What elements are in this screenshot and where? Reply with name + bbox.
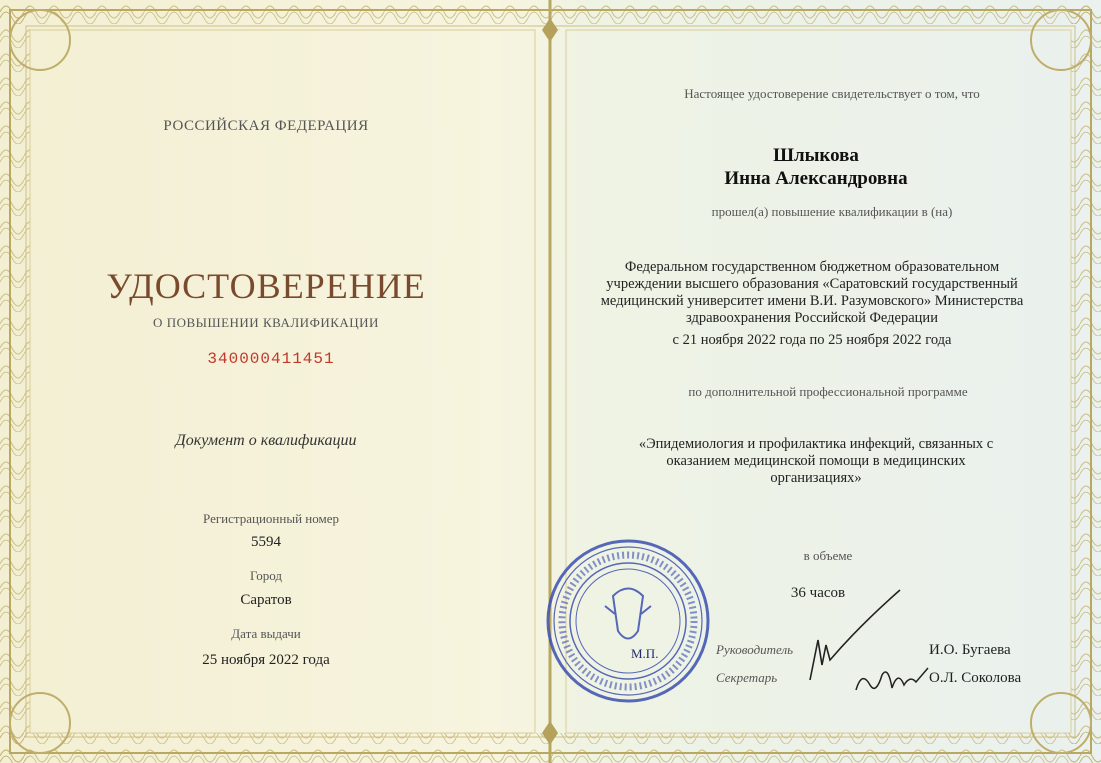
head-label: Руководитель: [716, 642, 794, 657]
country-name: РОССИЙСКАЯ ФЕДЕРАЦИЯ: [163, 118, 369, 134]
registration-label: Регистрационный номер: [203, 511, 339, 526]
program-line: организациях»: [770, 470, 862, 486]
document-type: Документ о квалификации: [175, 432, 357, 449]
volume-label: в объеме: [803, 548, 853, 563]
institution-line: учреждении высшего образования «Саратовский государственный: [606, 276, 1018, 292]
institution-line: Федеральном государственном бюджетном образовательном: [624, 259, 1000, 275]
institution-line: медицинский университет имени В.И. Разумовского» Министерства: [600, 293, 1024, 309]
serial-number: 340000411451: [207, 350, 335, 368]
volume-value: 36 часов: [790, 585, 846, 601]
secretary-name: О.Л. Соколова: [929, 670, 1022, 686]
document-subtitle: О ПОВЫШЕНИИ КВАЛИФИКАЦИИ: [153, 315, 379, 330]
city-label: Город: [249, 568, 283, 583]
institution-line: здравоохранения Российской Федерации: [686, 310, 938, 326]
document-title: УДОСТОВЕРЕНИЕ: [106, 266, 426, 306]
intro-text: Настоящее удостоверение свидетельствует о том, что: [684, 86, 980, 101]
head-name: И.О. Бугаева: [929, 642, 1011, 658]
training-period: с 21 ноября 2022 года по 25 ноября 2022 года: [672, 332, 952, 348]
issue-date-value: 25 ноября 2022 года: [202, 652, 330, 668]
program-line: «Эпидемиология и профилактика инфекций, связанных с: [638, 436, 994, 452]
program-intro: по дополнительной профессиональной программе: [688, 384, 968, 399]
secretary-signature: [852, 660, 932, 700]
registration-number: 5594: [251, 534, 281, 550]
city-value: Саратов: [240, 592, 292, 608]
holder-surname: Шлыкова: [773, 145, 859, 166]
secretary-label: Секретарь: [716, 670, 778, 685]
official-stamp: [543, 536, 713, 706]
program-line: оказанием медицинской помощи в медицинских: [666, 453, 966, 469]
issue-date-label: Дата выдачи: [231, 626, 301, 641]
stamp-mark: М.П.: [631, 646, 659, 661]
holder-name: Инна Александровна: [724, 168, 908, 189]
passed-text: прошел(а) повышение квалификации в (на): [711, 204, 953, 219]
